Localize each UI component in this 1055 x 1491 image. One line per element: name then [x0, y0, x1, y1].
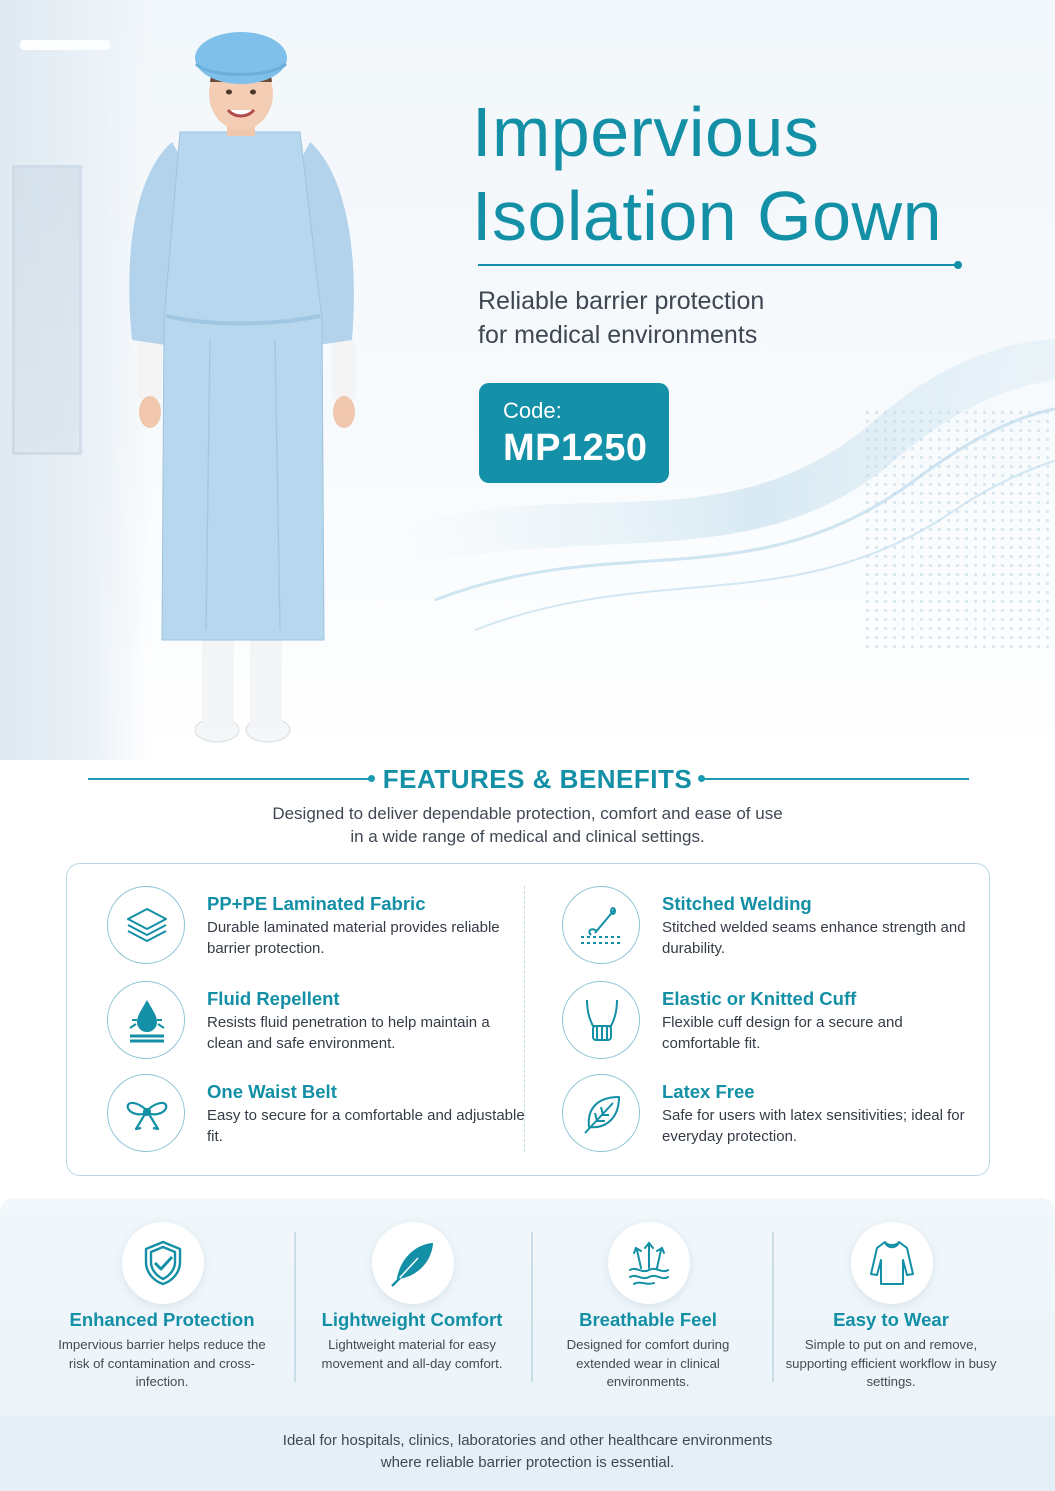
product-title — [472, 90, 1032, 258]
features-card — [66, 863, 990, 1176]
feature-item: PP+PE Laminated Fabric Durable laminated material provides reliable barrier protection. — [107, 886, 527, 976]
bow-icon — [107, 1074, 185, 1152]
code-label: Code: — [503, 398, 562, 423]
footer-bar — [0, 1416, 1055, 1491]
layers-icon — [107, 886, 185, 964]
benefit-item: Enhanced Protection Impervious barrier helps reduce the risk of contamination and cross-infection. — [42, 1198, 282, 1416]
water-drop-icon — [107, 981, 185, 1059]
needle-icon — [562, 886, 640, 964]
ceiling-light — [20, 40, 110, 50]
benefit-item: Breathable Feel Designed for comfort during extended wear in clinical environments. — [528, 1198, 768, 1416]
title-divider — [478, 264, 962, 267]
features-heading — [0, 762, 1055, 798]
title-line-1: Impervious — [472, 93, 820, 171]
feature-item: Latex Free Safe for users with latex sensitivities; ideal for everyday protection. — [562, 1074, 982, 1164]
feature-item: Elastic or Knitted Cuff Flexible cuff design for a secure and comfortable fit. — [562, 981, 982, 1071]
code-value: MP1250 — [503, 427, 648, 469]
feature-item: One Waist Belt Easy to secure for a comfortable and adjustable fit. — [107, 1074, 527, 1164]
shield-check-icon — [122, 1222, 204, 1304]
benefit-item: Lightweight Comfort Lightweight material for easy movement and all-day comfort. — [292, 1198, 532, 1416]
title-line-2: Isolation Gown — [472, 177, 943, 255]
cuff-icon — [562, 981, 640, 1059]
heading-rule-right — [703, 778, 969, 780]
heading-rule-left — [88, 778, 370, 780]
feature-item: Fluid Repellent Resists fluid penetration to help maintain a clean and safe environment. — [107, 981, 527, 1071]
features-description: Designed to deliver dependable protection, comfort and ease of use in a wide range of medical and clinical settings. — [272, 804, 783, 846]
product-code-badge — [479, 383, 669, 483]
subtitle-line-1: Reliable barrier protection — [478, 287, 765, 315]
airflow-icon — [608, 1222, 690, 1304]
model-in-gown — [110, 20, 370, 750]
gown-icon — [851, 1222, 933, 1304]
feature-item: Stitched Welding Stitched welded seams enhance strength and durability. — [562, 886, 982, 976]
product-subtitle — [478, 284, 978, 352]
subtitle-line-2: for medical environments — [478, 321, 758, 349]
benefit-item: Easy to Wear Simple to put on and remove, supporting efficient workflow in busy settings. — [771, 1198, 1011, 1416]
feather-icon — [372, 1222, 454, 1304]
features-title: FEATURES & BENEFITS — [382, 764, 693, 794]
footer-text: Ideal for hospitals, clinics, laboratories and other healthcare environments where reliable barrier protection is essential. — [282, 1432, 773, 1471]
benefits-strip — [0, 1198, 1055, 1416]
hallway-door — [12, 165, 82, 455]
leaf-icon — [562, 1074, 640, 1152]
